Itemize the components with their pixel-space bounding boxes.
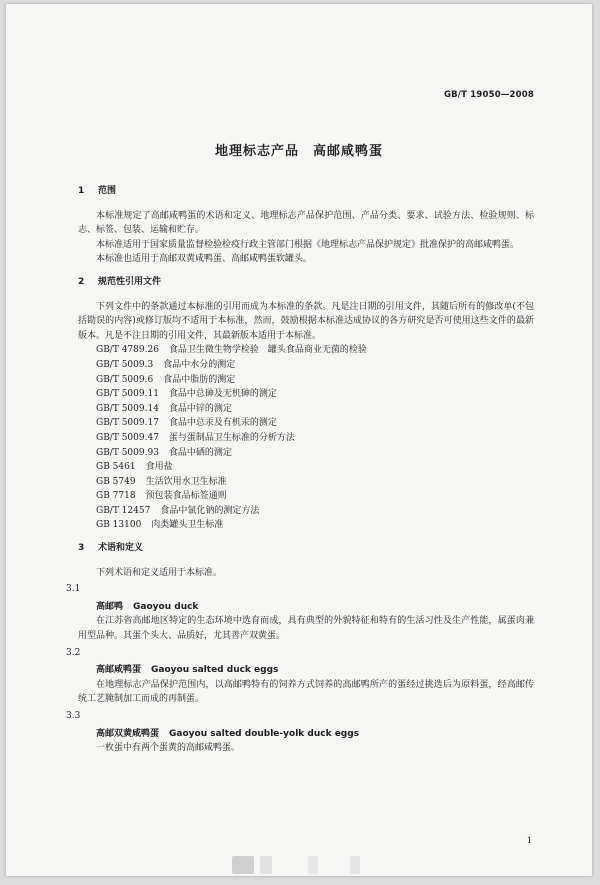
reference-item xyxy=(96,489,534,504)
standard-code: GB/T 19050—2008 xyxy=(443,90,534,100)
reference-code: GB/T 5009.14 xyxy=(96,403,159,414)
thumbnail-placeholder xyxy=(232,856,254,874)
reference-title: 食品中锌的测定 xyxy=(168,403,232,414)
scope-paragraph-1: 本标准规定了高邮咸鸭蛋的术语和定义、地理标志产品保护范围、产品分类、要求、试验方法、检验规则、标志、标签、包装、运输和贮存。 xyxy=(78,210,534,236)
section-number: 2 xyxy=(78,276,85,287)
reference-item xyxy=(96,358,534,373)
reference-title: 生活饮用水卫生标准 xyxy=(145,476,227,487)
section-number: 3 xyxy=(78,543,85,554)
reference-title: 食用盐 xyxy=(145,462,173,473)
reference-item xyxy=(96,373,534,388)
term-number: 3.3 xyxy=(66,711,81,721)
thumbnail-placeholder xyxy=(350,856,360,874)
reference-title: 肉类罐头卫生标准 xyxy=(151,520,224,531)
reference-title: 蛋与蛋制品卫生标准的分析方法 xyxy=(168,432,295,443)
page-thumbnail-strip xyxy=(6,850,592,876)
term-definition: 在江苏省高邮地区特定的生态环境中选育而成，具有典型的外貌特征和特有的生活习性及生产性能，属蛋肉兼用型品种。其蛋个头大、品质好，尤其善产双黄蛋。 xyxy=(78,616,534,642)
thumbnail-placeholder xyxy=(308,856,318,874)
reference-code: GB/T 12457 xyxy=(96,505,151,516)
term-zh: 高邮鸭 xyxy=(96,601,124,612)
term-en: Gaoyou duck xyxy=(133,601,199,612)
document-page xyxy=(6,4,592,876)
section-1-heading xyxy=(78,184,534,199)
reference-code: GB/T 5009.93 xyxy=(96,447,159,458)
term-heading xyxy=(78,600,534,615)
reference-code: GB/T 5009.17 xyxy=(96,418,159,429)
section-title: 规范性引用文件 xyxy=(98,276,162,287)
reference-title: 食品中硒的测定 xyxy=(168,447,232,458)
term-zh: 高邮咸鸭蛋 xyxy=(96,665,142,676)
term-en: Gaoyou salted duck eggs xyxy=(151,665,279,676)
term-definition: 一枚蛋中有两个蛋黄的高邮咸鸭蛋。 xyxy=(96,743,241,754)
reference-code: GB/T 5009.47 xyxy=(96,432,159,443)
reference-code: GB 5461 xyxy=(96,462,136,473)
reference-item xyxy=(96,431,534,446)
terms-intro: 下列术语和定义适用于本标准。 xyxy=(96,567,223,578)
section-title: 范围 xyxy=(98,186,117,196)
reference-title: 食品中水分的测定 xyxy=(163,359,236,370)
term-heading xyxy=(78,663,534,678)
reference-list xyxy=(78,343,534,533)
reference-title: 预包装食品标签通则 xyxy=(145,491,227,502)
term-en: Gaoyou salted double-yolk duck eggs xyxy=(169,728,360,739)
reference-code: GB/T 5009.6 xyxy=(96,374,154,385)
section-title: 术语和定义 xyxy=(98,543,144,554)
reference-title: 食品中脂肪的测定 xyxy=(163,374,236,385)
term-heading xyxy=(78,727,534,742)
references-intro: 下列文件中的条款通过本标准的引用而成为本标准的条款。凡是注日期的引用文件，其随后所有的修改单(不包括勘误的内容)或修订版均不适用于本标准，然而，鼓励根据本标准达成协议的各方研究是否可使用这些文件的最新版本。凡是不注日期的引用文件，其最新版本适用于本标准。 xyxy=(78,301,534,341)
reference-code: GB/T 5009.3 xyxy=(96,359,154,370)
reference-title: 食品中氯化钠的测定方法 xyxy=(160,505,260,516)
scope-paragraph-2: 本标准适用于国家质量监督检验检疫行政主管部门根据《地理标志产品保护规定》批准保护的高邮咸鸭蛋。 xyxy=(96,239,520,250)
term-number: 3.1 xyxy=(66,584,81,595)
reference-title: 食品中总汞及有机汞的测定 xyxy=(168,418,277,429)
reference-item xyxy=(96,460,534,475)
section-2-heading xyxy=(78,275,534,290)
reference-code: GB/T 4789.26 xyxy=(96,345,159,356)
reference-item xyxy=(96,446,534,461)
term-zh: 高邮双黄咸鸭蛋 xyxy=(96,728,160,739)
thumbnail-placeholder xyxy=(260,856,272,874)
reference-item xyxy=(96,343,534,358)
term-definition: 在地理标志产品保护范围内，以高邮鸭特有的饲养方式饲养的高邮鸭所产的蛋经过挑选后为原料蛋，经高邮传统工艺腌制加工而成的再制蛋。 xyxy=(78,679,534,705)
reference-item xyxy=(96,504,534,519)
reference-item xyxy=(96,518,534,533)
section-number: 1 xyxy=(78,186,85,196)
reference-item xyxy=(96,416,534,431)
reference-code: GB/T 5009.11 xyxy=(96,389,159,400)
reference-code: GB 13100 xyxy=(96,520,142,531)
reference-code: GB 5749 xyxy=(96,476,136,487)
reference-item xyxy=(96,387,534,402)
document-body xyxy=(66,184,534,756)
reference-item xyxy=(96,475,534,490)
reference-item xyxy=(96,402,534,417)
reference-title: 食品卫生微生物学检验 罐头食品商业无菌的检验 xyxy=(168,345,367,356)
section-3-heading xyxy=(78,541,534,556)
document-title: 地理标志产品 高邮咸鸭蛋 xyxy=(214,144,383,159)
scope-paragraph-3: 本标准也适用于高邮双黄咸鸭蛋、高邮咸鸭蛋软罐头。 xyxy=(96,254,313,265)
page-number: 1 xyxy=(526,836,532,845)
term-number: 3.2 xyxy=(66,647,81,658)
reference-title: 食品中总砷及无机砷的测定 xyxy=(168,389,277,400)
reference-code: GB 7718 xyxy=(96,491,136,502)
